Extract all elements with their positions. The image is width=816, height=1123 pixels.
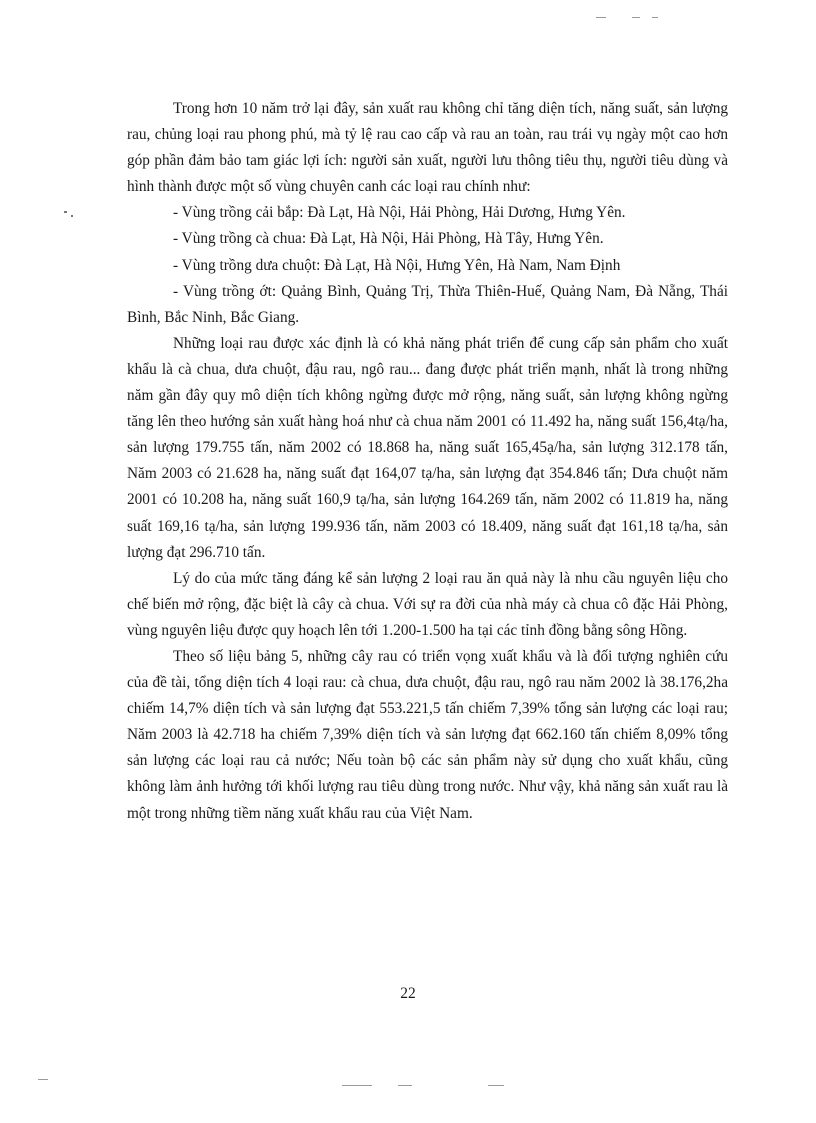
scan-artifact [398, 1085, 412, 1086]
scan-artifact [488, 1085, 504, 1086]
scan-artifact [64, 211, 67, 213]
paragraph-reason: Lý do của mức tăng đáng kể sản lượng 2 loại rau ăn quả này là nhu cầu nguyên liệu cho chế biến mở rộng, đặc biệt là cây cà chua. Với sự ra đời của nhà máy cà chua cô đặc Hải Phòng, vùng nguyên liệu được quy hoạch lên tới 1.200-1.500 ha tại các tỉnh đồng bằng sông Hồng. [127, 569, 728, 639]
scan-artifact [38, 1079, 48, 1080]
page-number: 22 [400, 985, 416, 1002]
paragraph-intro: Trong hơn 10 năm trở lại đây, sản xuất rau không chỉ tăng diện tích, năng suất, sản lượng rau, chủng loại rau phong phú, mà tỷ lệ rau cao cấp và rau an toàn, rau trái vụ ngày một cao hơn góp phần đảm bảo tam giác lợi ích: người sản xuất, người lưu thông tiêu thụ, người tiêu dùng và hình thành được một số vùng chuyên canh các loại rau chính như: [127, 100, 728, 196]
paragraph-table5: Theo số liệu bảng 5, những cây rau có triển vọng xuất khẩu và là đối tượng nghiên cứu của đề tài, tổng diện tích 4 loại rau: cà chua, dưa chuột, đậu rau, ngô rau năm 2002 là 38.176,2ha chiếm 14,7% diện tích và sản lượng đạt 553.221,5 tấn chiếm 7,39% tổng sản lượng các loại rau; Năm 2003 là 42.718 ha chiếm 7,39% diện tích và sản lượng đạt 662.160 tấn chiếm 8,09% tổng sản lượng các loại rau cả nước; Nếu toàn bộ các sản phẩm này sử dụng cho xuất khẩu, cũng không làm ảnh hưởng tới khối lượng rau tiêu dùng trong nước. Như vậy, khả năng sản xuất rau là một trong những tiềm năng xuất khẩu rau của Việt Nam. [127, 647, 728, 822]
scan-artifact [342, 1085, 372, 1086]
list-item-cucumber-region: - Vùng trồng dưa chuột: Đà Lạt, Hà Nội, Hưng Yên, Hà Nam, Nam Định [173, 256, 621, 274]
list-item-tomato-region: - Vùng trồng cà chua: Đà Lạt, Hà Nội, Hải Phòng, Hà Tây, Hưng Yên. [173, 230, 604, 248]
scan-artifact [596, 17, 606, 18]
list-item-chili-region: - Vùng trồng ớt: Quảng Bình, Quảng Trị, Thừa Thiên-Huế, Quảng Nam, Đà Nẵng, Thái Bình, Bắc Ninh, Bắc Giang. [127, 282, 728, 326]
paragraph-export-vegetables: Những loại rau được xác định là có khả năng phát triển để cung cấp sản phẩm cho xuất khẩu là cà chua, dưa chuột, đậu rau, ngô rau... đang được phát triển mạnh, nhất là trong những năm gần đây quy mô diện tích không ngừng được mở rộng, năng suất, sản lượng không ngừng tăng lên theo hướng sản xuất hàng hoá như cà chua năm 2001 có 11.492 ha, năng suất 156,4tạ/ha, sản lượng 179.755 tấn, năm 2002 có 18.868 ha, năng suất 165,45ạ/ha, sản lượng 312.178 tấn, Năm 2003 có 21.628 ha, năng suất đạt 164,07 tạ/ha, sản lượng đạt 354.846 tấn; Dưa chuột năm 2001 có 10.208 ha, năng suất 160,9 tạ/ha, sản lượng 164.269 tấn, năm 2002 có 11.819 ha, năng suất 169,16 tạ/ha, sản lượng 199.936 tấn, năm 2003 có 18.409, năng suất đạt 161,18 tạ/ha, sản lượng đạt 296.710 tấn. [127, 334, 728, 561]
scan-artifact [632, 17, 640, 18]
scan-artifact [71, 215, 73, 217]
scan-artifact [652, 17, 658, 18]
body-text [127, 96, 728, 827]
list-item-cabbage-region: - Vùng trồng cải bắp: Đà Lạt, Hà Nội, Hải Phòng, Hải Dương, Hưng Yên. [173, 204, 626, 222]
